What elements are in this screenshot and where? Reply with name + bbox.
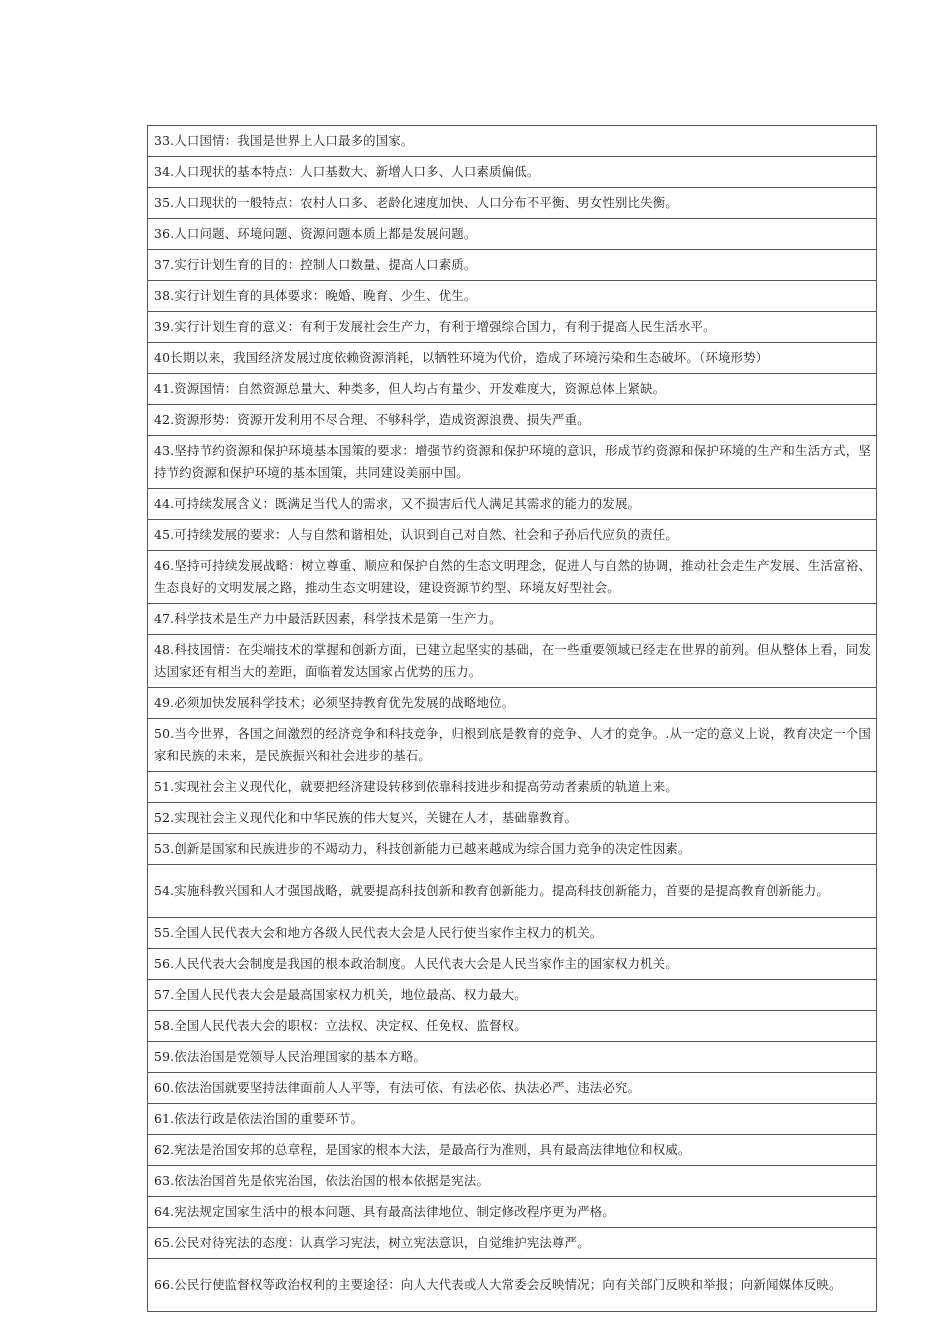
table-row — [148, 1073, 877, 1104]
item-text: 61.依法行政是依法治国的重要环节。 — [148, 1104, 877, 1135]
table-row — [148, 803, 877, 834]
item-text: 55.全国人民代表大会和地方各级人民代表大会是人民行使当家作主权力的机关。 — [148, 918, 877, 949]
item-text: 34.人口现状的基本特点：人口基数大、新增人口多、人口素质偏低。 — [148, 157, 877, 188]
table-row — [148, 188, 877, 219]
item-text: 64.宪法规定国家生活中的根本问题、具有最高法律地位、制定修改程序更为严格。 — [148, 1197, 877, 1228]
item-text: 66.公民行使监督权等政治权利的主要途径：向人大代表或人大常委会反映情况；向有关部门反映和举报；向新闻媒体反映。 — [148, 1259, 877, 1312]
table-row — [148, 551, 877, 604]
table-row — [148, 489, 877, 520]
table-row — [148, 405, 877, 436]
table-row — [148, 520, 877, 551]
table-row — [148, 635, 877, 688]
item-text: 62.宪法是治国安邦的总章程，是国家的根本大法，是最高行为准则，具有最高法律地位和权威。 — [148, 1135, 877, 1166]
table-row — [148, 1259, 877, 1312]
item-text: 56.人民代表大会制度是我国的根本政治制度。人民代表大会是人民当家作主的国家权力机关。 — [148, 949, 877, 980]
notes-table — [147, 125, 877, 1312]
table-row — [148, 1135, 877, 1166]
table-row — [148, 126, 877, 157]
item-text: 65.公民对待宪法的态度：认真学习宪法，树立宪法意识，自觉维护宪法尊严。 — [148, 1228, 877, 1259]
table-row — [148, 312, 877, 343]
table-row — [148, 1228, 877, 1259]
item-text: 43.坚持节约资源和保护环境基本国策的要求：增强节约资源和保护环境的意识，形成节约资源和保护环境的生产和生活方式，坚持节约资源和保护环境的基本国策，共同建设美丽中国。 — [148, 436, 877, 489]
item-text: 33.人口国情：我国是世界上人口最多的国家。 — [148, 126, 877, 157]
item-text: 42.资源形势：资源开发利用不尽合理、不够科学，造成资源浪费、损失严重。 — [148, 405, 877, 436]
item-text: 57.全国人民代表大会是最高国家权力机关，地位最高、权力最大。 — [148, 980, 877, 1011]
table-row — [148, 949, 877, 980]
item-text: 63.依法治国首先是依宪治国，依法治国的根本依据是宪法。 — [148, 1166, 877, 1197]
item-text: 59.依法治国是党领导人民治理国家的基本方略。 — [148, 1042, 877, 1073]
table-row — [148, 219, 877, 250]
item-text: 49.必须加快发展科学技术；必须坚持教育优先发展的战略地位。 — [148, 688, 877, 719]
item-text: 48.科技国情：在尖端技术的掌握和创新方面，已建立起坚实的基础，在一些重要领域已经走在世界的前列。但从整体上看，同发达国家还有相当大的差距，面临着发达国家占优势的压力。 — [148, 635, 877, 688]
table-row — [148, 719, 877, 772]
item-text: 58.全国人民代表大会的职权：立法权、决定权、任免权、监督权。 — [148, 1011, 877, 1042]
item-text: 39.实行计划生育的意义：有利于发展社会生产力，有利于增强综合国力，有利于提高人民生活水平。 — [148, 312, 877, 343]
table-row — [148, 604, 877, 635]
table-row — [148, 688, 877, 719]
item-text: 35.人口现状的一般特点：农村人口多、老龄化速度加快、人口分布不平衡、男女性别比失衡。 — [148, 188, 877, 219]
table-row — [148, 865, 877, 918]
item-text: 47.科学技术是生产力中最活跃因素，科学技术是第一生产力。 — [148, 604, 877, 635]
item-text: 41.资源国情：自然资源总量大、种类多，但人均占有量少、开发难度大，资源总体上紧缺。 — [148, 374, 877, 405]
item-text: 37.实行计划生育的目的：控制人口数量、提高人口素质。 — [148, 250, 877, 281]
item-text: 44.可持续发展含义：既满足当代人的需求，又不损害后代人满足其需求的能力的发展。 — [148, 489, 877, 520]
table-row — [148, 157, 877, 188]
table-row — [148, 1042, 877, 1073]
table-row — [148, 1197, 877, 1228]
item-text: 36.人口问题、环境问题、资源问题本质上都是发展问题。 — [148, 219, 877, 250]
table-row — [148, 772, 877, 803]
table-row — [148, 1166, 877, 1197]
item-text: 52.实现社会主义现代化和中华民族的伟大复兴，关键在人才，基础靠教育。 — [148, 803, 877, 834]
table-row — [148, 1104, 877, 1135]
table-row — [148, 918, 877, 949]
item-text: 45.可持续发展的要求：人与自然和谐相处，认识到自己对自然、社会和子孙后代应负的责任。 — [148, 520, 877, 551]
item-text: 40长期以来，我国经济发展过度依赖资源消耗，以牺牲环境为代价，造成了环境污染和生态破坏。（环境形势） — [148, 343, 877, 374]
table-row — [148, 436, 877, 489]
item-text: 38.实行计划生育的具体要求：晚婚、晚育、少生、优生。 — [148, 281, 877, 312]
table-row — [148, 374, 877, 405]
table-row — [148, 281, 877, 312]
item-text: 54.实施科教兴国和人才强国战略，就要提高科技创新和教育创新能力。提高科技创新能力，首要的是提高教育创新能力。 — [148, 865, 877, 918]
item-text: 50.当今世界，各国之间激烈的经济竞争和科技竞争，归根到底是教育的竞争、人才的竞争。.从一定的意义上说，教育决定一个国家和民族的未来，是民族振兴和社会进步的基石。 — [148, 719, 877, 772]
item-text: 53.创新是国家和民族进步的不竭动力，科技创新能力已越来越成为综合国力竞争的决定性因素。 — [148, 834, 877, 865]
table-row — [148, 834, 877, 865]
table-row — [148, 250, 877, 281]
item-text: 60.依法治国就要坚持法律面前人人平等，有法可依、有法必依、执法必严、违法必究。 — [148, 1073, 877, 1104]
table-row — [148, 1011, 877, 1042]
item-text: 46.坚持可持续发展战略：树立尊重、顺应和保护自然的生态文明理念，促进人与自然的协调，推动社会走生产发展、生活富裕、生态良好的文明发展之路，推动生态文明建设，建设资源节约型、环境友好型社会。 — [148, 551, 877, 604]
item-text: 51.实现社会主义现代化，就要把经济建设转移到依靠科技进步和提高劳动者素质的轨道上来。 — [148, 772, 877, 803]
table-row — [148, 980, 877, 1011]
table-row — [148, 343, 877, 374]
